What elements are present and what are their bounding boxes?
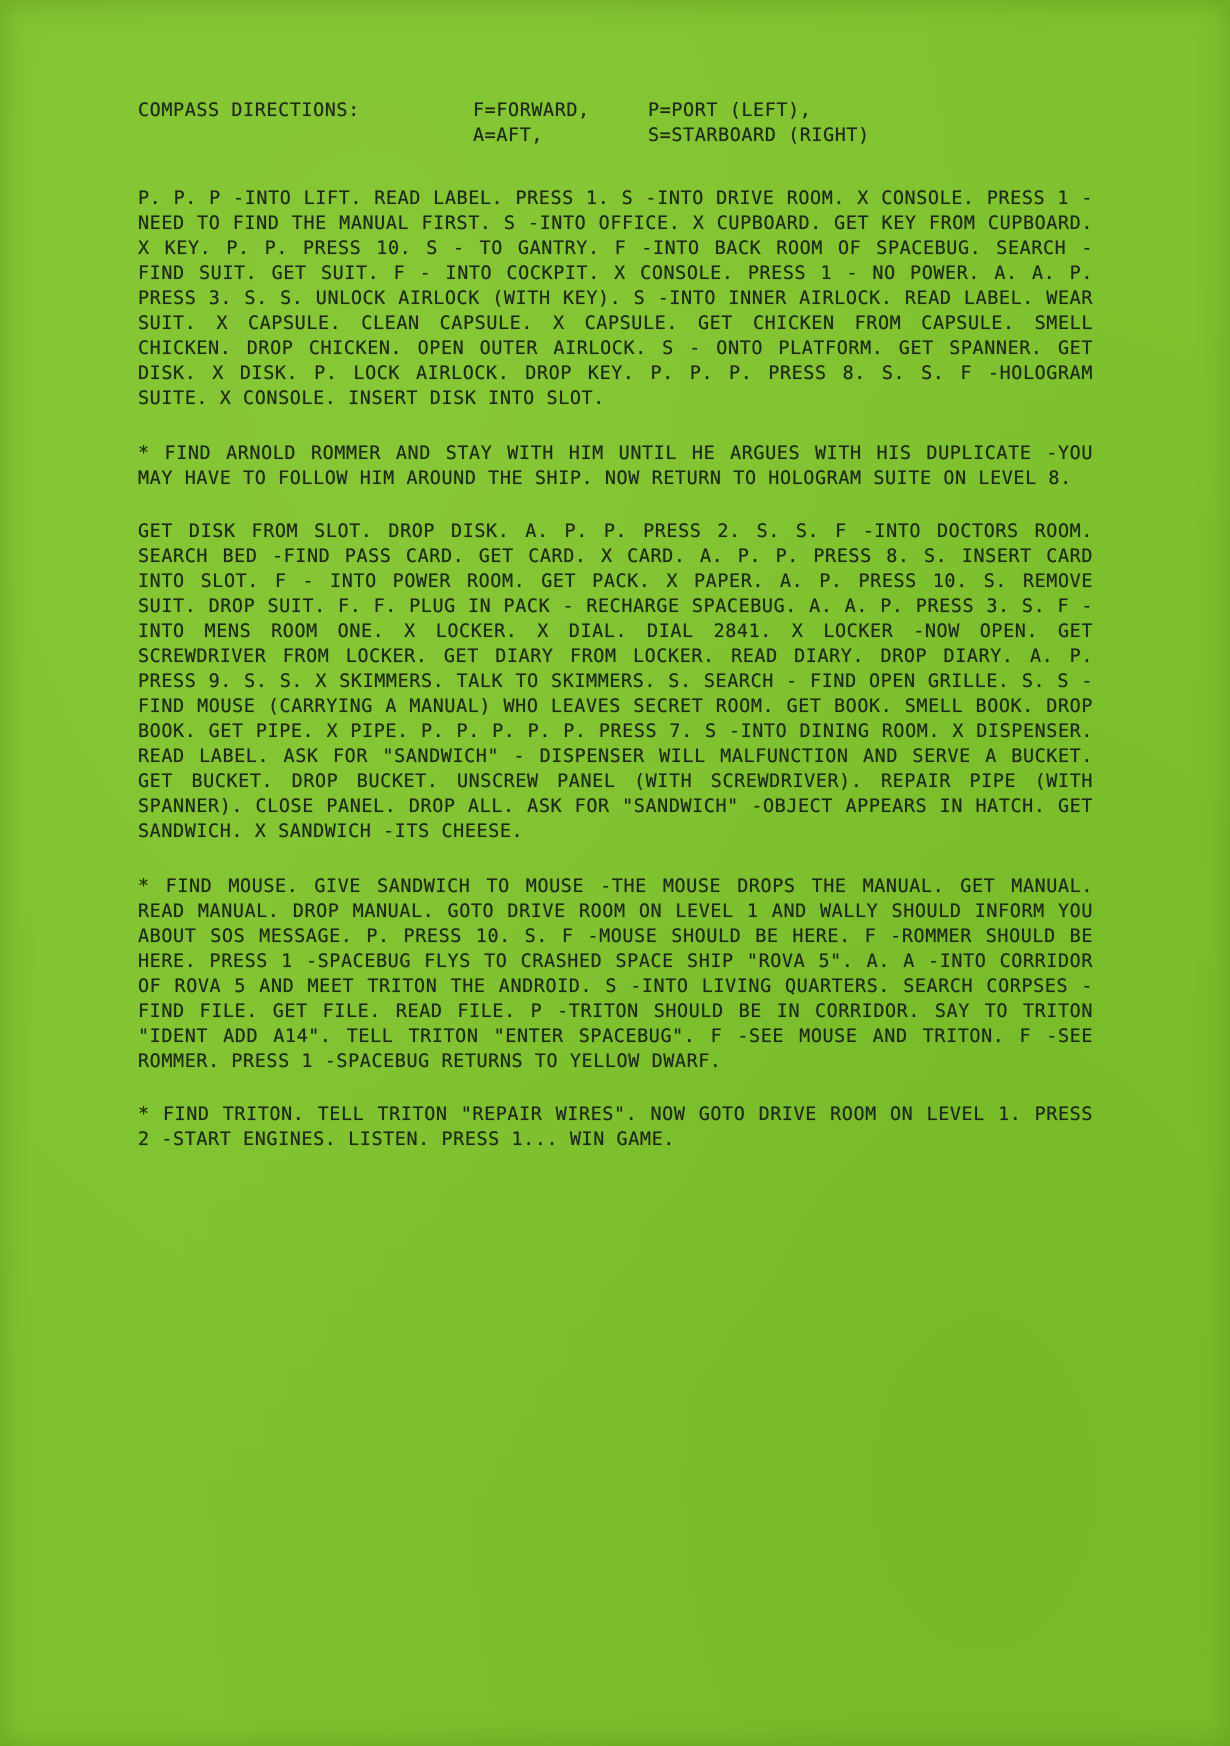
compass-port: P=PORT (LEFT), — [648, 100, 812, 121]
compass-spacer — [138, 123, 473, 148]
walkthrough-paragraph-5: * FIND TRITON. TELL TRITON "REPAIR WIRES". NOW GOTO DRIVE ROOM ON LEVEL 1. PRESS 2 -START ENGINES. LISTEN. PRESS 1... WIN GAME. — [138, 1104, 1093, 1150]
walkthrough-paragraph-4: * FIND MOUSE. GIVE SANDWICH TO MOUSE -THE MOUSE DROPS THE MANUAL. GET MANUAL. READ MANUAL. DROP MANUAL. GOTO DRIVE ROOM ON LEVEL 1 AND WALLY SHOULD INFORM YOU ABOUT SOS MESSAGE. P. PRESS 10. S. F -MOUSE SHOULD BE HERE. F -ROMMER SHOULD BE HERE. PRESS 1 -SPACEBUG FLYS TO CRASHED SPACE SHIP "ROVA 5". A. A -INTO CORRIDOR OF ROVA 5 AND MEET TRITON THE ANDROID. S -INTO LIVING QUARTERS. SEARCH CORPSES -FIND FILE. GET FILE. READ FILE. P -TRITON SHOULD BE IN CORRIDOR. SAY TO TRITON "IDENT ADD A14". TELL TRITON "ENTER SPACEBUG". F -SEE MOUSE AND TRITON. F -SEE ROMMER. PRESS 1 -SPACEBUG RETURNS TO YELLOW DWARF. — [138, 876, 1093, 1072]
walkthrough-paragraph-1: P. P. P -INTO LIFT. READ LABEL. PRESS 1. S -INTO DRIVE ROOM. X CONSOLE. PRESS 1 -NEED TO FIND THE MANUAL FIRST. S -INTO OFFICE. X CUPBOARD. GET KEY FROM CUPBOARD. X KEY. P. P. PRESS 10. S - TO GANTRY. F -INTO BACK ROOM OF SPACEBUG. SEARCH - FIND SUIT. GET SUIT. F - INTO COCKPIT. X CONSOLE. PRESS 1 - NO POWER. A. A. P. PRESS 3. S. S. UNLOCK AIRLOCK (WITH KEY). S -INTO INNER AIRLOCK. READ LABEL. WEAR SUIT. X CAPSULE. CLEAN CAPSULE. X CAPSULE. GET CHICKEN FROM CAPSULE. SMELL CHICKEN. DROP CHICKEN. OPEN OUTER AIRLOCK. S - ONTO PLATFORM. GET SPANNER. GET DISK. X DISK. P. LOCK AIRLOCK. DROP KEY. P. P. P. PRESS 8. S. S. F -HOLOGRAM SUITE. X CONSOLE. INSERT DISK INTO SLOT. — [138, 188, 1093, 409]
compass-directions-key — [138, 98, 1093, 148]
compass-forward: F=FORWARD, — [473, 100, 590, 121]
walkthrough-paragraph-2: * FIND ARNOLD ROMMER AND STAY WITH HIM UNTIL HE ARGUES WITH HIS DUPLICATE -YOU MAY HAVE TO FOLLOW HIM AROUND THE SHIP. NOW RETURN TO HOLOGRAM SUITE ON LEVEL 8. — [138, 443, 1093, 489]
walkthrough-text — [138, 98, 1093, 1182]
compass-starboard: S=STARBOARD (RIGHT) — [648, 125, 870, 146]
walkthrough-paragraph-3: GET DISK FROM SLOT. DROP DISK. A. P. P. PRESS 2. S. S. F -INTO DOCTORS ROOM. SEARCH BED -FIND PASS CARD. GET CARD. X CARD. A. P. P. PRESS 8. S. INSERT CARD INTO SLOT. F - INTO POWER ROOM. GET PACK. X PAPER. A. P. PRESS 10. S. REMOVE SUIT. DROP SUIT. F. F. PLUG IN PACK - RECHARGE SPACEBUG. A. A. P. PRESS 3. S. F -INTO MENS ROOM ONE. X LOCKER. X DIAL. DIAL 2841. X LOCKER -NOW OPEN. GET SCREWDRIVER FROM LOCKER. GET DIARY FROM LOCKER. READ DIARY. DROP DIARY. A. P. PRESS 9. S. S. X SKIMMERS. TALK TO SKIMMERS. S. SEARCH - FIND OPEN GRILLE. S. S - FIND MOUSE (CARRYING A MANUAL) WHO LEAVES SECRET ROOM. GET BOOK. SMELL BOOK. DROP BOOK. GET PIPE. X PIPE. P. P. P. P. P. PRESS 7. S -INTO DINING ROOM. X DISPENSER. READ LABEL. ASK FOR "SANDWICH" - DISPENSER WILL MALFUNCTION AND SERVE A BUCKET. GET BUCKET. DROP BUCKET. UNSCREW PANEL (WITH SCREWDRIVER). REPAIR PIPE (WITH SPANNER). CLOSE PANEL. DROP ALL. ASK FOR "SANDWICH" -OBJECT APPEARS IN HATCH. GET SANDWICH. X SANDWICH -ITS CHEESE. — [138, 521, 1093, 842]
compass-heading: COMPASS DIRECTIONS: — [138, 100, 360, 121]
compass-aft: A=AFT, — [473, 125, 544, 146]
